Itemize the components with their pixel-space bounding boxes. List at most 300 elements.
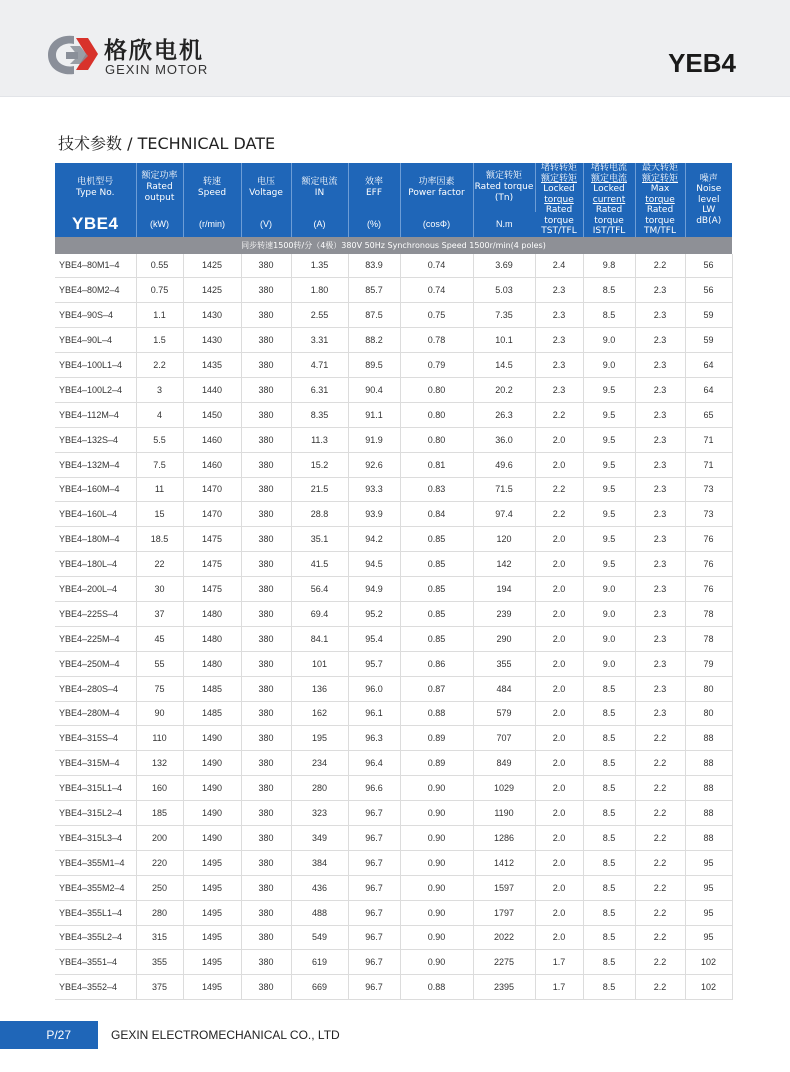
table-cell: 2.3 xyxy=(635,601,685,626)
table-row xyxy=(55,601,732,626)
table-cell: 195 xyxy=(291,726,348,751)
table-cell: 75 xyxy=(136,676,183,701)
table-cell: 11.3 xyxy=(291,427,348,452)
table-cell: 2.3 xyxy=(635,676,685,701)
table-cell: YBE4–3552–4 xyxy=(55,975,136,1000)
table-cell: 132 xyxy=(136,751,183,776)
table-cell: YBE4–225S–4 xyxy=(55,601,136,626)
table-cell: 9.8 xyxy=(583,254,635,278)
table-row xyxy=(55,701,732,726)
model-title: YEB4 xyxy=(668,48,736,78)
table-cell: 380 xyxy=(241,377,291,402)
col-header-rated-torque: 额定转矩 Rated torque (Tn) xyxy=(473,163,535,212)
table-cell: 2.0 xyxy=(535,427,583,452)
table-cell: YBE4–355M2–4 xyxy=(55,875,136,900)
table-cell: 96.7 xyxy=(348,900,400,925)
table-cell: 0.88 xyxy=(400,701,473,726)
table-cell: 84.1 xyxy=(291,626,348,651)
table-cell: 1480 xyxy=(183,601,241,626)
table-cell: 9.5 xyxy=(583,527,635,552)
table-cell: YBE4–315L1–4 xyxy=(55,776,136,801)
table-cell: 78 xyxy=(685,626,732,651)
table-cell: 2.0 xyxy=(535,776,583,801)
company-name: GEXIN ELECTROMECHANICAL CO., LTD xyxy=(111,1028,340,1042)
table-cell: 2.0 xyxy=(535,651,583,676)
table-cell: 8.5 xyxy=(583,875,635,900)
unit-cell: (A) xyxy=(291,212,348,237)
table-cell: 1495 xyxy=(183,975,241,1000)
table-cell: 110 xyxy=(136,726,183,751)
table-cell: 2.3 xyxy=(635,651,685,676)
table-cell: 669 xyxy=(291,975,348,1000)
unit-cell: (cosΦ) xyxy=(400,212,473,237)
table-cell: 2.0 xyxy=(535,925,583,950)
table-cell: 6.31 xyxy=(291,377,348,402)
page-footer xyxy=(0,1021,790,1049)
table-cell: 30 xyxy=(136,577,183,602)
table-cell: 64 xyxy=(685,377,732,402)
table-cell: 2.3 xyxy=(635,701,685,726)
table-cell: 45 xyxy=(136,626,183,651)
table-row xyxy=(55,328,732,353)
table-cell: 280 xyxy=(291,776,348,801)
table-cell: 2.3 xyxy=(635,577,685,602)
table-cell: 380 xyxy=(241,577,291,602)
table-cell: 2.2 xyxy=(635,751,685,776)
table-row xyxy=(55,527,732,552)
table-cell: 380 xyxy=(241,676,291,701)
table-cell: 142 xyxy=(473,552,535,577)
table-cell: 349 xyxy=(291,825,348,850)
table-cell: 1.7 xyxy=(535,975,583,1000)
table-cell: YBE4–90S–4 xyxy=(55,303,136,328)
table-cell: 1485 xyxy=(183,701,241,726)
col-header-speed: 转速 Speed xyxy=(183,163,241,212)
col-header-voltage: 电压 Voltage xyxy=(241,163,291,212)
table-row xyxy=(55,254,732,278)
table-cell: 1.35 xyxy=(291,254,348,278)
table-cell: 56 xyxy=(685,254,732,278)
table-cell: 2.3 xyxy=(635,377,685,402)
table-cell: 26.3 xyxy=(473,402,535,427)
table-cell: 88 xyxy=(685,825,732,850)
table-cell: 9.0 xyxy=(583,601,635,626)
table-cell: 2.2 xyxy=(535,477,583,502)
table-cell: 2.0 xyxy=(535,825,583,850)
table-cell: 96.6 xyxy=(348,776,400,801)
table-cell: 0.90 xyxy=(400,825,473,850)
table-cell: 3.69 xyxy=(473,254,535,278)
table-cell: 94.5 xyxy=(348,552,400,577)
table-cell: 8.5 xyxy=(583,925,635,950)
table-cell: 2275 xyxy=(473,950,535,975)
table-cell: 315 xyxy=(136,925,183,950)
table-cell: 1435 xyxy=(183,353,241,378)
table-cell: 1490 xyxy=(183,776,241,801)
table-cell: 0.90 xyxy=(400,875,473,900)
table-cell: 102 xyxy=(685,975,732,1000)
table-cell: 380 xyxy=(241,527,291,552)
table-cell: 2.3 xyxy=(635,278,685,303)
table-cell: 380 xyxy=(241,254,291,278)
technical-data-table xyxy=(55,163,733,1000)
table-cell: 9.0 xyxy=(583,651,635,676)
table-cell: 96.4 xyxy=(348,751,400,776)
table-cell: 21.5 xyxy=(291,477,348,502)
table-cell: 1475 xyxy=(183,552,241,577)
table-cell: 380 xyxy=(241,850,291,875)
col-header-output: 额定功率 Rated output xyxy=(136,163,183,212)
table-cell: 8.5 xyxy=(583,950,635,975)
table-cell: 76 xyxy=(685,527,732,552)
table-cell: YBE4–180M–4 xyxy=(55,527,136,552)
table-cell: 20.2 xyxy=(473,377,535,402)
table-cell: 96.7 xyxy=(348,850,400,875)
table-cell: 2.0 xyxy=(535,900,583,925)
table-cell: YBE4–100L1–4 xyxy=(55,353,136,378)
table-cell: 707 xyxy=(473,726,535,751)
table-cell: 280 xyxy=(136,900,183,925)
table-cell: 1.7 xyxy=(535,950,583,975)
table-cell: 2.0 xyxy=(535,452,583,477)
col-header-locked-torque: 堵转转矩 额定转矩 Locked torque Rated torque TST/TFL xyxy=(535,163,583,237)
table-cell: 94.2 xyxy=(348,527,400,552)
table-cell: 73 xyxy=(685,502,732,527)
table-cell: 375 xyxy=(136,975,183,1000)
table-cell: YBE4–250M–4 xyxy=(55,651,136,676)
table-cell: YBE4–280S–4 xyxy=(55,676,136,701)
unit-cell: (kW) xyxy=(136,212,183,237)
table-cell: 2.3 xyxy=(535,303,583,328)
table-cell: 8.5 xyxy=(583,801,635,826)
table-cell: 56.4 xyxy=(291,577,348,602)
table-cell: 0.90 xyxy=(400,925,473,950)
table-cell: 2.0 xyxy=(535,601,583,626)
table-cell: 9.5 xyxy=(583,552,635,577)
table-cell: 92.6 xyxy=(348,452,400,477)
table-cell: 120 xyxy=(473,527,535,552)
table-cell: 8.5 xyxy=(583,278,635,303)
table-cell: 1490 xyxy=(183,825,241,850)
table-cell: 1190 xyxy=(473,801,535,826)
table-cell: 7.35 xyxy=(473,303,535,328)
col-header-type: 电机型号 Type No. xyxy=(55,163,136,212)
table-cell: 2.2 xyxy=(535,402,583,427)
table-cell: 88 xyxy=(685,776,732,801)
table-cell: 0.78 xyxy=(400,328,473,353)
table-cell: 380 xyxy=(241,776,291,801)
table-cell: 0.86 xyxy=(400,651,473,676)
table-cell: 71 xyxy=(685,427,732,452)
table-cell: 95.7 xyxy=(348,651,400,676)
table-row xyxy=(55,850,732,875)
table-cell: 88 xyxy=(685,801,732,826)
table-cell: 1495 xyxy=(183,900,241,925)
table-cell: 1495 xyxy=(183,925,241,950)
table-cell: 488 xyxy=(291,900,348,925)
table-cell: 2395 xyxy=(473,975,535,1000)
table-cell: 1490 xyxy=(183,751,241,776)
table-cell: 0.75 xyxy=(400,303,473,328)
table-cell: 8.5 xyxy=(583,676,635,701)
table-cell: 380 xyxy=(241,452,291,477)
table-cell: 849 xyxy=(473,751,535,776)
table-cell: 1286 xyxy=(473,825,535,850)
table-cell: 380 xyxy=(241,875,291,900)
table-cell: 93.3 xyxy=(348,477,400,502)
table-cell: 2.0 xyxy=(535,875,583,900)
table-row xyxy=(55,975,732,1000)
table-cell: 80 xyxy=(685,701,732,726)
table-cell: 0.85 xyxy=(400,527,473,552)
table-cell: 380 xyxy=(241,328,291,353)
table-row xyxy=(55,676,732,701)
table-cell: 380 xyxy=(241,975,291,1000)
col-header-max-torque: 最大转矩 额定转矩 Max torque Rated torque TM/TFL xyxy=(635,163,685,237)
table-cell: 380 xyxy=(241,801,291,826)
table-row xyxy=(55,776,732,801)
table-cell: 69.4 xyxy=(291,601,348,626)
col-header-power-factor: 功率因素 Power factor xyxy=(400,163,473,212)
table-cell: 380 xyxy=(241,651,291,676)
table-cell: 11 xyxy=(136,477,183,502)
table-cell: YBE4–180L–4 xyxy=(55,552,136,577)
table-cell: 1797 xyxy=(473,900,535,925)
speed-banner-row xyxy=(55,237,732,254)
table-cell: 4 xyxy=(136,402,183,427)
table-row xyxy=(55,751,732,776)
table-cell: 76 xyxy=(685,577,732,602)
table-cell: 1475 xyxy=(183,527,241,552)
table-cell: 3.31 xyxy=(291,328,348,353)
table-cell: 1480 xyxy=(183,651,241,676)
table-cell: 96.1 xyxy=(348,701,400,726)
table-cell: 1495 xyxy=(183,875,241,900)
table-cell: YBE4–90L–4 xyxy=(55,328,136,353)
table-cell: 1412 xyxy=(473,850,535,875)
table-cell: YBE4–100L2–4 xyxy=(55,377,136,402)
unit-cell: (%) xyxy=(348,212,400,237)
table-cell: 2.0 xyxy=(535,676,583,701)
table-row xyxy=(55,402,732,427)
table-cell: 2.2 xyxy=(136,353,183,378)
table-cell: 2.0 xyxy=(535,850,583,875)
table-cell: 15 xyxy=(136,502,183,527)
table-cell: YBE4–160M–4 xyxy=(55,477,136,502)
table-cell: 1.1 xyxy=(136,303,183,328)
table-cell: 0.74 xyxy=(400,278,473,303)
table-cell: 79 xyxy=(685,651,732,676)
table-row xyxy=(55,502,732,527)
section-title: 技术参数 / TECHNICAL DATE xyxy=(58,134,276,153)
table-cell: 1450 xyxy=(183,402,241,427)
table-cell: 2.3 xyxy=(635,402,685,427)
table-cell: 95 xyxy=(685,900,732,925)
table-cell: 35.1 xyxy=(291,527,348,552)
table-cell: 380 xyxy=(241,726,291,751)
table-header-row xyxy=(55,163,732,212)
table-cell: 0.85 xyxy=(400,552,473,577)
table-cell: 85.7 xyxy=(348,278,400,303)
table-cell: 22 xyxy=(136,552,183,577)
table-cell: YBE4–80M2–4 xyxy=(55,278,136,303)
table-cell: 1440 xyxy=(183,377,241,402)
table-cell: 380 xyxy=(241,601,291,626)
table-cell: 9.0 xyxy=(583,626,635,651)
table-row xyxy=(55,427,732,452)
table-cell: 194 xyxy=(473,577,535,602)
table-cell: 0.80 xyxy=(400,402,473,427)
table-cell: 0.83 xyxy=(400,477,473,502)
table-cell: 2.0 xyxy=(535,626,583,651)
table-cell: 200 xyxy=(136,825,183,850)
table-cell: 97.4 xyxy=(473,502,535,527)
table-cell: 2.3 xyxy=(635,502,685,527)
table-cell: 95.2 xyxy=(348,601,400,626)
table-cell: 2.3 xyxy=(535,377,583,402)
table-cell: 91.1 xyxy=(348,402,400,427)
table-cell: 90.4 xyxy=(348,377,400,402)
table-cell: 9.5 xyxy=(583,427,635,452)
table-row xyxy=(55,278,732,303)
table-cell: 8.5 xyxy=(583,900,635,925)
table-cell: 28.8 xyxy=(291,502,348,527)
table-cell: 380 xyxy=(241,626,291,651)
table-row xyxy=(55,726,732,751)
table-cell: 1470 xyxy=(183,502,241,527)
table-cell: 436 xyxy=(291,875,348,900)
table-cell: 96.7 xyxy=(348,950,400,975)
table-cell: 96.0 xyxy=(348,676,400,701)
table-cell: 2.55 xyxy=(291,303,348,328)
table-cell: 96.7 xyxy=(348,925,400,950)
gexin-logo-icon xyxy=(44,32,102,78)
table-cell: 8.5 xyxy=(583,701,635,726)
table-cell: 95.4 xyxy=(348,626,400,651)
table-cell: 2.0 xyxy=(535,751,583,776)
table-cell: 0.55 xyxy=(136,254,183,278)
table-cell: 96.7 xyxy=(348,975,400,1000)
table-cell: 2.3 xyxy=(535,278,583,303)
table-cell: 93.9 xyxy=(348,502,400,527)
table-cell: 0.90 xyxy=(400,850,473,875)
table-cell: 65 xyxy=(685,402,732,427)
table-cell: 0.85 xyxy=(400,577,473,602)
table-cell: 2.3 xyxy=(635,427,685,452)
table-cell: 2.3 xyxy=(635,353,685,378)
table-row xyxy=(55,626,732,651)
table-cell: 1480 xyxy=(183,626,241,651)
table-row xyxy=(55,801,732,826)
table-cell: YBE4–355L2–4 xyxy=(55,925,136,950)
table-row xyxy=(55,552,732,577)
table-cell: 76 xyxy=(685,552,732,577)
table-cell: 2.3 xyxy=(535,328,583,353)
table-cell: 380 xyxy=(241,402,291,427)
table-cell: 2.0 xyxy=(535,701,583,726)
table-cell: 80 xyxy=(685,676,732,701)
table-cell: 41.5 xyxy=(291,552,348,577)
page-number: P/27 xyxy=(0,1021,98,1049)
table-cell: 18.5 xyxy=(136,527,183,552)
table-cell: 9.5 xyxy=(583,452,635,477)
col-header-noise: 噪声 Noise level LW dB(A) xyxy=(685,163,732,237)
table-cell: 0.79 xyxy=(400,353,473,378)
table-cell: 0.87 xyxy=(400,676,473,701)
table-cell: 0.90 xyxy=(400,900,473,925)
table-cell: YBE4–315L3–4 xyxy=(55,825,136,850)
table-cell: 14.5 xyxy=(473,353,535,378)
table-cell: 2.3 xyxy=(635,477,685,502)
table-cell: 96.3 xyxy=(348,726,400,751)
table-cell: 101 xyxy=(291,651,348,676)
table-cell: YBE4–315L2–4 xyxy=(55,801,136,826)
table-row xyxy=(55,950,732,975)
table-cell: 234 xyxy=(291,751,348,776)
unit-cell: N.m xyxy=(473,212,535,237)
table-cell: 2.2 xyxy=(635,950,685,975)
table-row xyxy=(55,825,732,850)
table-cell: 579 xyxy=(473,701,535,726)
table-cell: 15.2 xyxy=(291,452,348,477)
table-cell: 1425 xyxy=(183,278,241,303)
table-cell: 355 xyxy=(136,950,183,975)
table-cell: 9.0 xyxy=(583,353,635,378)
table-cell: 2.2 xyxy=(635,925,685,950)
table-cell: 8.5 xyxy=(583,850,635,875)
table-cell: YBE4–3551–4 xyxy=(55,950,136,975)
table-cell: 1490 xyxy=(183,726,241,751)
table-cell: 2.0 xyxy=(535,577,583,602)
table-cell: 8.5 xyxy=(583,825,635,850)
table-cell: 2.2 xyxy=(535,502,583,527)
table-cell: 8.5 xyxy=(583,726,635,751)
table-cell: 2.3 xyxy=(635,328,685,353)
table-cell: YBE4–200L–4 xyxy=(55,577,136,602)
table-cell: 136 xyxy=(291,676,348,701)
table-cell: 71 xyxy=(685,452,732,477)
table-row xyxy=(55,353,732,378)
table-cell: 59 xyxy=(685,303,732,328)
table-cell: 95 xyxy=(685,875,732,900)
table-cell: 0.90 xyxy=(400,801,473,826)
table-cell: 8.5 xyxy=(583,303,635,328)
table-cell: 2.2 xyxy=(635,801,685,826)
table-cell: 2.3 xyxy=(635,626,685,651)
table-cell: 619 xyxy=(291,950,348,975)
table-cell: 380 xyxy=(241,751,291,776)
table-cell: YBE4–132M–4 xyxy=(55,452,136,477)
table-cell: 9.0 xyxy=(583,328,635,353)
table-cell: 0.80 xyxy=(400,377,473,402)
table-cell: 0.89 xyxy=(400,726,473,751)
table-cell: 290 xyxy=(473,626,535,651)
table-cell: 2.4 xyxy=(535,254,583,278)
table-cell: 73 xyxy=(685,477,732,502)
table-cell: 8.5 xyxy=(583,975,635,1000)
table-cell: 95 xyxy=(685,925,732,950)
brand-name-cn: 格欣电机 xyxy=(104,38,204,64)
table-cell: 2.2 xyxy=(635,900,685,925)
table-cell: 355 xyxy=(473,651,535,676)
table-cell: 2.2 xyxy=(635,975,685,1000)
table-cell: 2.3 xyxy=(635,527,685,552)
table-cell: 380 xyxy=(241,925,291,950)
table-cell: 323 xyxy=(291,801,348,826)
table-cell: 1425 xyxy=(183,254,241,278)
table-cell: 2.0 xyxy=(535,801,583,826)
speed-banner: 同步转速1500转/分（4极）380V 50Hz Synchronous Speed 1500r/min(4 poles) xyxy=(55,237,732,254)
